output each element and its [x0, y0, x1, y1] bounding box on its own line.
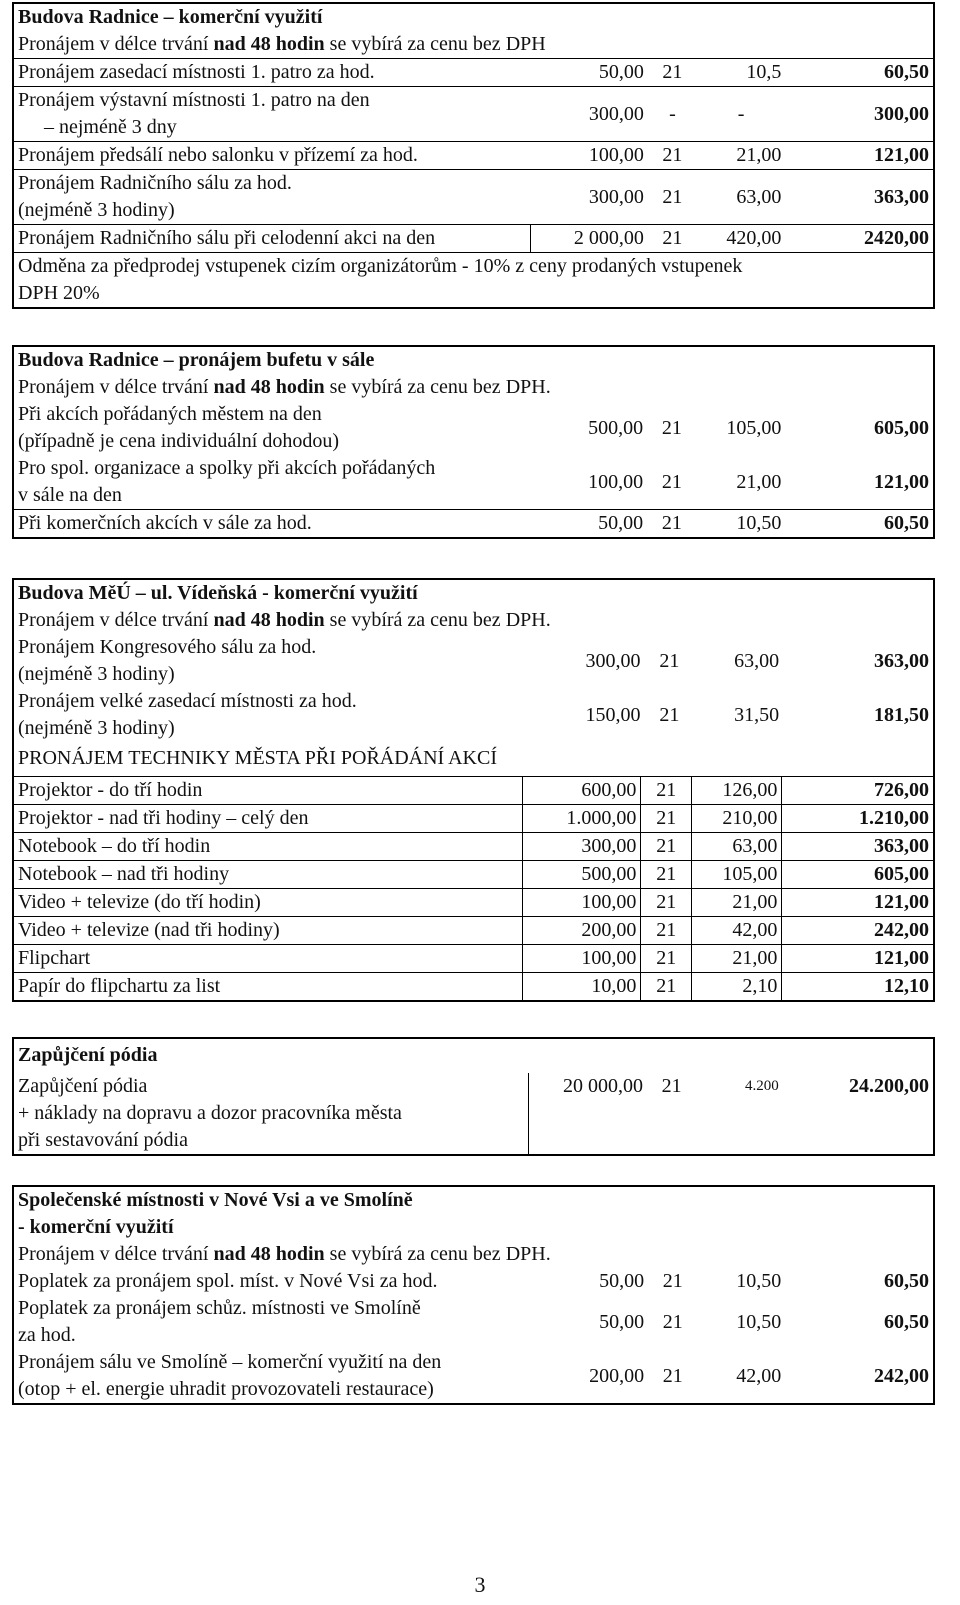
- vat-rate-cell: 21: [641, 805, 692, 833]
- row-label: Projektor - do tří hodin: [14, 777, 522, 805]
- price-cell: 500,00: [588, 416, 644, 439]
- total-cell: 60,50: [785, 59, 933, 87]
- total-cell: 60,50: [884, 1310, 929, 1333]
- total-cell: 363,00: [874, 649, 929, 672]
- price-cell: 100,00: [588, 470, 644, 493]
- vat-rate-cell: 21: [659, 649, 680, 672]
- vat-amount-cell: 63,00: [692, 833, 782, 861]
- page-number: 3: [474, 1572, 486, 1597]
- vat-amount-cell: 21,00: [692, 889, 782, 917]
- section-radnice-buffet: [12, 345, 935, 539]
- total-cell: 242,00: [782, 917, 933, 945]
- vat-amount-cell: 10,5: [697, 59, 785, 87]
- row-label: Notebook – do tří hodin: [14, 833, 522, 861]
- section-title: Budova MěÚ – ul. Vídeňská - komerční využití: [18, 582, 418, 604]
- vat-amount-cell: 126,00: [692, 777, 782, 805]
- price-cell: 300,00: [522, 833, 641, 861]
- row-label: Papír do flipchartu za list: [14, 973, 522, 1001]
- total-cell: 726,00: [782, 777, 933, 805]
- table-row: [14, 401, 933, 455]
- table-row: [14, 634, 933, 688]
- vat-amount-cell: 63,00: [734, 649, 780, 672]
- table-row: [14, 455, 933, 510]
- row-label: Pronájem předsálí nebo salonku v přízemí za hod.: [14, 142, 531, 170]
- vat-rate-cell: 21: [641, 777, 692, 805]
- price-cell: 10,00: [522, 973, 641, 1001]
- row-label: Pronájem Kongresového sálu za hod. (nejméně 3 hodiny): [18, 636, 317, 685]
- total-cell: 181,50: [874, 703, 929, 726]
- vat-rate-cell: 21: [641, 889, 692, 917]
- price-cell: 500,00: [522, 861, 641, 889]
- price-cell: 300,00: [531, 87, 648, 142]
- vat-amount-cell: 21,00: [692, 945, 782, 973]
- section-subtitle: - komerční využití: [18, 1216, 174, 1238]
- total-cell: 1.210,00: [782, 805, 933, 833]
- row-label: Video + televize (nad tři hodiny): [14, 917, 522, 945]
- total-cell: 60,50: [785, 510, 933, 538]
- equipment-rental-title: PRONÁJEM TECHNIKY MĚSTA PŘI POŘÁDÁNÍ AKCÍ: [18, 747, 498, 769]
- vat-amount-cell: 10,50: [736, 1310, 782, 1333]
- vat-rate-cell: 21: [662, 1364, 683, 1387]
- price-cell: 100,00: [522, 889, 641, 917]
- vat-amount-cell: 42,00: [692, 917, 782, 945]
- vat-amount-cell: -: [697, 87, 785, 142]
- vat-rate-cell: 21: [641, 973, 692, 1001]
- table-row: [14, 917, 933, 945]
- vat-rate-cell: -: [648, 87, 697, 142]
- row-label: Pronájem sálu ve Smolíně – komerční využití na den (otop + el. energie uhradit provozovateli restaurace): [18, 1351, 442, 1400]
- price-cell: 200,00: [522, 917, 641, 945]
- table-row: [14, 510, 933, 538]
- row-label: Pronájem velké zasedací místnosti za hod. (nejméně 3 hodiny): [18, 690, 357, 739]
- vat-amount-cell: 42,00: [736, 1364, 782, 1387]
- price-cell: 300,00: [531, 170, 648, 225]
- presale-fee-note: Odměna za předprodej vstupenek cizím organizátorům - 10% z ceny prodaných vstupenek: [14, 252, 933, 280]
- table-row: [14, 833, 933, 861]
- table-row: [14, 889, 933, 917]
- vat-rate-cell: 21: [661, 470, 682, 493]
- vat-amount-cell: 63,00: [697, 170, 785, 225]
- table-row: [14, 142, 933, 170]
- total-cell: 363,00: [782, 833, 933, 861]
- row-label: Zapůjčení pódia + náklady na dopravu a dozor pracovníka města při sestavování pódia: [14, 1073, 528, 1154]
- price-table: [14, 1268, 933, 1403]
- section-note: Pronájem v délce trvání nad 48 hodin se vybírá za cenu bez DPH.: [18, 1243, 551, 1265]
- price-cell: 2 000,00: [531, 225, 648, 253]
- vat-rate-cell: 21: [648, 142, 697, 170]
- table-row: [14, 688, 933, 742]
- vat-amount-cell: 420,00: [697, 225, 785, 253]
- section-title: Budova Radnice – pronájem bufetu v sále: [18, 349, 375, 371]
- row-label: Pronájem výstavní místnosti 1. patro na den – nejméně 3 dny: [14, 87, 531, 142]
- vat-amount-cell: 105,00: [726, 416, 782, 439]
- table-row: [14, 945, 933, 973]
- section-note: Pronájem v délce trvání nad 48 hodin se vybírá za cenu bez DPH: [18, 33, 546, 55]
- total-cell: 12,10: [782, 973, 933, 1001]
- section-title: Budova Radnice – komerční využití: [18, 6, 323, 28]
- vat-amount-cell: 10,50: [736, 1270, 782, 1292]
- row-label: Poplatek za pronájem schůz. místnosti ve Smolíně za hod.: [18, 1297, 421, 1346]
- price-cell: 50,00: [599, 1270, 645, 1292]
- table-row: [14, 225, 933, 253]
- vat-amount-cell: 10,50: [697, 510, 786, 538]
- vat-rate-cell: 21: [661, 1075, 682, 1097]
- vat-note: DPH 20%: [18, 282, 100, 304]
- total-cell: 121,00: [785, 142, 933, 170]
- vat-rate-cell: 21: [641, 917, 692, 945]
- equipment-table: [14, 776, 933, 1000]
- vat-amount-cell: 4.200: [745, 1078, 779, 1094]
- price-table: [14, 401, 933, 537]
- table-row: [14, 861, 933, 889]
- total-cell: 121,00: [782, 945, 933, 973]
- total-cell: 363,00: [785, 170, 933, 225]
- price-table: [14, 634, 933, 742]
- section-title: Společenské místnosti v Nové Vsi a ve Smolíně: [18, 1189, 413, 1211]
- row-label: Flipchart: [14, 945, 522, 973]
- vat-rate-cell: 21: [662, 1270, 683, 1292]
- section-note: Pronájem v délce trvání nad 48 hodin se vybírá za cenu bez DPH.: [18, 609, 551, 631]
- vat-rate-cell: 21: [659, 703, 680, 726]
- row-label: Pro spol. organizace a spolky při akcích pořádaných v sále na den: [18, 457, 436, 506]
- total-cell: 605,00: [782, 861, 933, 889]
- price-cell: 150,00: [585, 703, 641, 726]
- total-cell: 605,00: [874, 416, 929, 439]
- vat-rate-cell: 21: [662, 1310, 683, 1333]
- price-cell: 100,00: [522, 945, 641, 973]
- vat-rate-cell: 21: [641, 945, 692, 973]
- row-label: Pronájem Radničního sálu za hod. (nejméně 3 hodiny): [14, 170, 531, 225]
- vat-rate-cell: 21: [648, 170, 697, 225]
- table-row: [14, 59, 933, 87]
- table-row: [14, 1295, 933, 1349]
- section-note: Pronájem v délce trvání nad 48 hodin se vybírá za cenu bez DPH.: [18, 376, 551, 398]
- section-stage-rental: [12, 1037, 935, 1156]
- table-row: [14, 777, 933, 805]
- section-title: Zapůjčení pódia: [18, 1044, 158, 1066]
- price-cell: 50,00: [532, 510, 648, 538]
- table-row: [14, 973, 933, 1001]
- vat-amount-cell: 31,50: [734, 703, 780, 726]
- table-row: [14, 170, 933, 225]
- price-cell: 50,00: [531, 59, 648, 87]
- vat-amount-cell: 210,00: [692, 805, 782, 833]
- row-label: Poplatek za pronájem spol. míst. v Nové Vsi za hod.: [18, 1270, 438, 1292]
- row-label: Při komerčních akcích v sále za hod.: [14, 510, 532, 538]
- table-row: [14, 1268, 933, 1295]
- row-label: Při akcích pořádaných městem na den (případně je cena individuální dohodou): [18, 403, 340, 452]
- vat-rate-cell: 21: [641, 861, 692, 889]
- total-cell: 121,00: [782, 889, 933, 917]
- vat-rate-cell: 21: [661, 416, 682, 439]
- vat-rate-cell: 21: [647, 510, 696, 538]
- total-cell: 300,00: [785, 87, 933, 142]
- section-community-rooms: [12, 1185, 935, 1405]
- vat-amount-cell: 105,00: [692, 861, 782, 889]
- table-row: [14, 805, 933, 833]
- row-label: Pronájem zasedací místnosti 1. patro za hod.: [14, 59, 531, 87]
- total-cell: 24.200,00: [849, 1075, 929, 1097]
- vat-amount-cell: 21,00: [736, 470, 782, 493]
- section-radnice-commercial: [12, 2, 935, 309]
- vat-amount-cell: 21,00: [697, 142, 785, 170]
- row-label: Projektor - nad tři hodiny – celý den: [14, 805, 522, 833]
- price-cell: 200,00: [589, 1364, 645, 1387]
- vat-rate-cell: 21: [641, 833, 692, 861]
- total-cell: 121,00: [874, 470, 929, 493]
- price-table: [14, 58, 933, 252]
- vat-rate-cell: 21: [648, 59, 697, 87]
- price-table: [14, 1073, 933, 1154]
- row-label: Video + televize (do tří hodin): [14, 889, 522, 917]
- row-label: Notebook – nad tři hodiny: [14, 861, 522, 889]
- total-cell: 60,50: [884, 1270, 929, 1292]
- price-cell: 600,00: [522, 777, 641, 805]
- row-label: Pronájem Radničního sálu při celodenní akci na den: [14, 225, 531, 253]
- price-cell: 300,00: [585, 649, 641, 672]
- total-cell: 242,00: [874, 1364, 929, 1387]
- price-cell: 20 000,00: [563, 1075, 643, 1097]
- price-cell: 1.000,00: [522, 805, 641, 833]
- vat-rate-cell: 21: [648, 225, 697, 253]
- section-meu-videnska: [12, 578, 935, 1002]
- price-cell: 50,00: [599, 1310, 645, 1333]
- table-row: [14, 1073, 933, 1154]
- vat-amount-cell: 2,10: [692, 973, 782, 1001]
- total-cell: 2420,00: [785, 225, 933, 253]
- price-cell: 100,00: [531, 142, 648, 170]
- table-row: [14, 87, 933, 142]
- table-row: [14, 1349, 933, 1403]
